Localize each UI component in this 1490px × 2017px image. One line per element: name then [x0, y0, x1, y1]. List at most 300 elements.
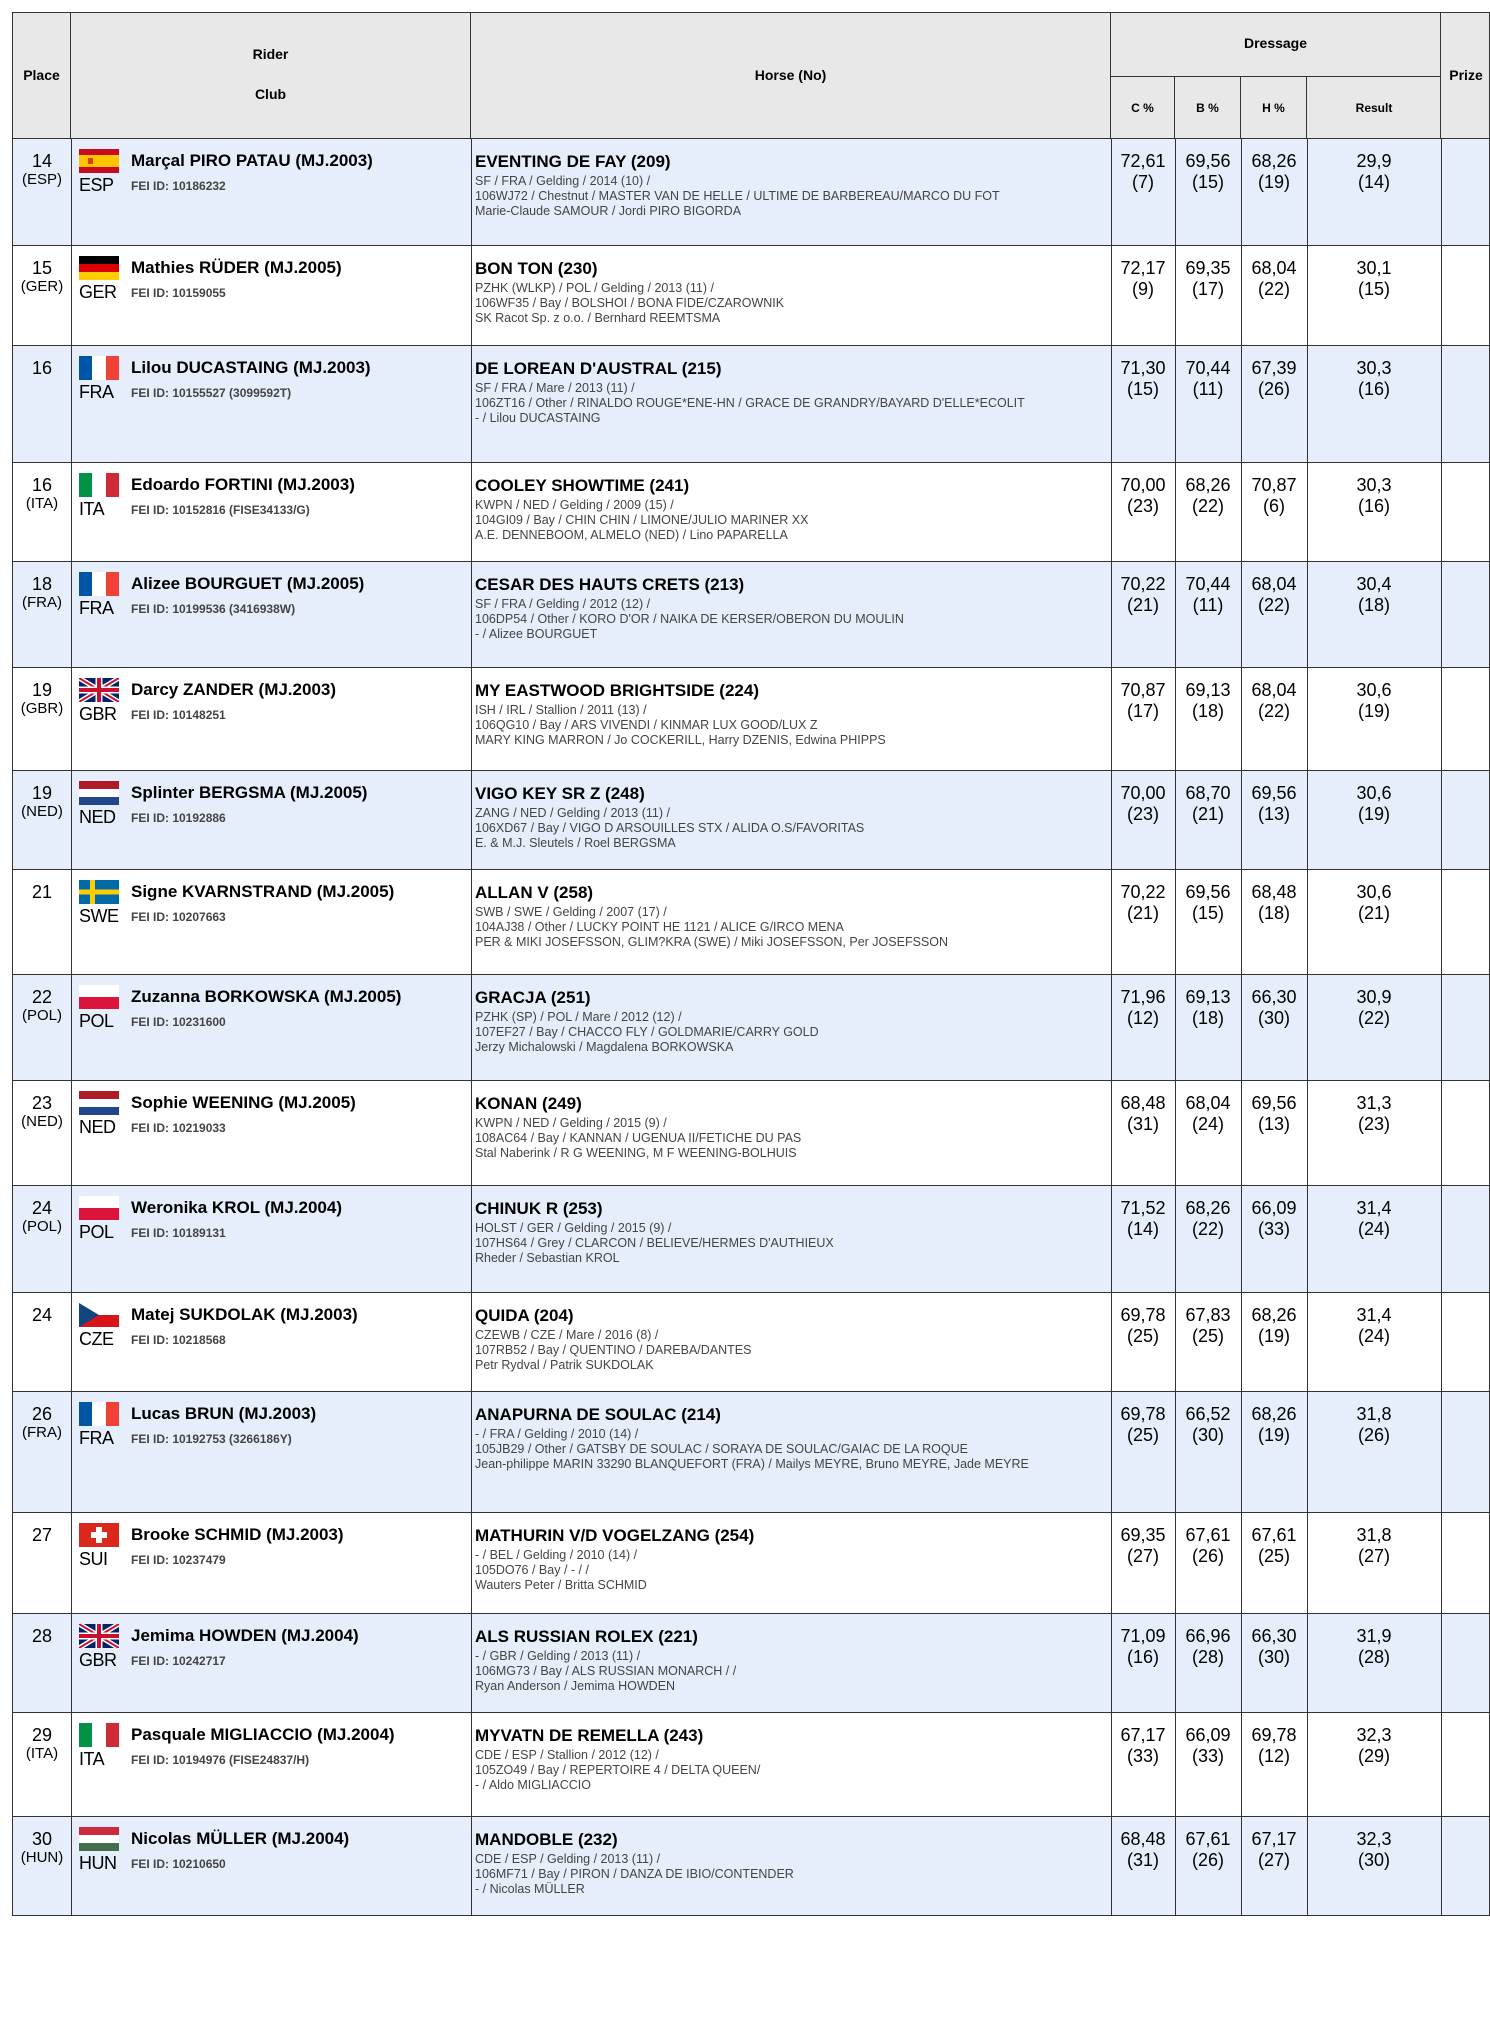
horse-cell — [475, 1305, 1085, 1373]
prize-cell — [1441, 771, 1490, 869]
horse-details — [475, 381, 1085, 426]
horse-cell — [475, 882, 1085, 950]
dressage-subheader — [1111, 76, 1440, 140]
table-row — [12, 1713, 1490, 1817]
horse-details — [475, 597, 1085, 642]
b-score-cell — [1175, 1725, 1241, 1767]
c-rank: (31) — [1126, 1850, 1159, 1870]
result-cell — [1307, 1725, 1441, 1767]
horse-detail-line: 106WF35 / Bay / BOLSHOI / BONA FIDE/CZAROWNIK — [475, 296, 785, 310]
fei-id: FEI ID: 10199536 (3416938W) — [131, 602, 296, 616]
result-cell — [1307, 783, 1441, 825]
column-divider — [71, 139, 72, 245]
horse-cell — [475, 1198, 1085, 1266]
c-score: 70,87 — [1120, 680, 1166, 700]
table-row — [12, 1392, 1490, 1513]
column-divider — [471, 1513, 472, 1613]
fei-id: FEI ID: 10155527 (3099592T) — [131, 386, 292, 400]
h-score-cell — [1241, 1626, 1307, 1668]
place-number: 24 — [31, 1305, 53, 1325]
result-rank: (24) — [1357, 1326, 1390, 1346]
result-rank: (21) — [1357, 903, 1390, 923]
c-score-cell — [1111, 1305, 1175, 1347]
b-score-cell — [1175, 1525, 1241, 1567]
result-score: 31,8 — [1356, 1404, 1392, 1424]
prize-cell — [1441, 975, 1490, 1080]
result-cell — [1307, 475, 1441, 517]
b-score: 67,61 — [1185, 1525, 1231, 1545]
fei-id: FEI ID: 10231600 — [131, 1015, 226, 1029]
nation-code: FRA — [79, 598, 114, 618]
h-rank: (27) — [1257, 1850, 1290, 1870]
fei-id: FEI ID: 10218568 — [131, 1333, 226, 1347]
prize-cell — [1441, 463, 1490, 561]
c-score-cell — [1111, 1626, 1175, 1668]
prize-cell — [1441, 346, 1490, 462]
result-rank: (29) — [1357, 1746, 1390, 1766]
horse-detail-line: MARY KING MARRON / Jo COCKERILL, Harry DZENIS, Edwina PHIPPS — [475, 733, 886, 747]
horse-detail-line: SF / FRA / Gelding / 2014 (10) / — [475, 174, 651, 188]
netherlands-flag-icon — [79, 1091, 119, 1115]
horse-details — [475, 1748, 1085, 1793]
column-divider — [471, 346, 472, 462]
horse-name: MYVATN DE REMELLA (243) — [475, 1726, 704, 1745]
h-score-cell — [1241, 574, 1307, 616]
c-score: 71,52 — [1120, 1198, 1166, 1218]
nation-code: SWE — [79, 906, 119, 926]
b-rank: (30) — [1191, 1425, 1224, 1445]
horse-detail-line: CDE / ESP / Stallion / 2012 (12) / — [475, 1748, 659, 1762]
b-percent-header: B % — [1175, 77, 1241, 140]
b-rank: (26) — [1191, 1546, 1224, 1566]
horse-detail-line: 107HS64 / Grey / CLARCON / BELIEVE/HERMES D'AUTHIEUX — [475, 1236, 834, 1250]
result-rank: (28) — [1357, 1647, 1390, 1667]
b-score: 68,04 — [1185, 1093, 1231, 1113]
place-cell — [13, 1198, 71, 1236]
c-score-cell — [1111, 882, 1175, 924]
h-rank: (30) — [1257, 1008, 1290, 1028]
b-rank: (18) — [1191, 1008, 1224, 1028]
b-score-cell — [1175, 258, 1241, 300]
france-flag-icon — [79, 572, 119, 596]
b-score: 69,56 — [1185, 882, 1231, 902]
horse-name: DE LOREAN D'AUSTRAL (215) — [475, 359, 722, 378]
column-divider — [71, 1081, 72, 1185]
horse-cell — [475, 358, 1085, 426]
h-score-cell — [1241, 1525, 1307, 1567]
c-score: 72,17 — [1120, 258, 1166, 278]
b-rank: (28) — [1191, 1647, 1224, 1667]
result-rank: (26) — [1357, 1425, 1390, 1445]
result-rank: (16) — [1357, 496, 1390, 516]
result-rank: (18) — [1357, 595, 1390, 615]
horse-details — [475, 174, 1085, 219]
table-row — [12, 139, 1490, 246]
column-divider — [71, 1614, 72, 1712]
horse-detail-line: - / GBR / Gelding / 2013 (11) / — [475, 1649, 641, 1663]
result-rank: (19) — [1357, 701, 1390, 721]
place-number: 22 — [31, 987, 53, 1007]
table-row — [12, 1293, 1490, 1392]
b-rank: (24) — [1191, 1114, 1224, 1134]
table-row — [12, 870, 1490, 975]
fei-id: FEI ID: 10242717 — [131, 1654, 226, 1668]
c-rank: (27) — [1126, 1546, 1159, 1566]
nation-code: CZE — [79, 1329, 114, 1349]
place-number: 14 — [31, 151, 53, 171]
b-score-cell — [1175, 1198, 1241, 1240]
horse-name: VIGO KEY SR Z (248) — [475, 784, 645, 803]
result-score: 30,3 — [1356, 358, 1392, 378]
france-flag-icon — [79, 356, 119, 380]
france-flag-icon — [79, 1402, 119, 1426]
horse-detail-line: 106MG73 / Bay / ALS RUSSIAN MONARCH / / — [475, 1664, 737, 1678]
h-score: 69,56 — [1251, 783, 1297, 803]
prize-cell — [1441, 246, 1490, 345]
place-cell — [13, 358, 71, 378]
horse-detail-line: 106QG10 / Bay / ARS VIVENDI / KINMAR LUX GOOD/LUX Z — [475, 718, 818, 732]
rider-name: Marçal PIRO PATAU (MJ.2003) — [131, 151, 373, 170]
rider-header: Rider — [252, 46, 289, 62]
b-score-cell — [1175, 882, 1241, 924]
horse-detail-line: 105DO76 / Bay / - / / — [475, 1563, 589, 1577]
h-score: 66,09 — [1251, 1198, 1297, 1218]
horse-details — [475, 1649, 1085, 1694]
c-rank: (25) — [1126, 1425, 1159, 1445]
c-score: 71,30 — [1120, 358, 1166, 378]
b-rank: (11) — [1192, 379, 1224, 399]
h-rank: (22) — [1257, 701, 1290, 721]
great-britain-flag-icon — [79, 1624, 119, 1648]
prize-cell — [1441, 1186, 1490, 1292]
h-rank: (13) — [1257, 804, 1290, 824]
horse-cell — [475, 258, 1085, 326]
result-cell — [1307, 1829, 1441, 1871]
place-nation: (NED) — [21, 803, 63, 820]
h-score: 68,48 — [1251, 882, 1297, 902]
horse-detail-line: Wauters Peter / Britta SCHMID — [475, 1578, 647, 1592]
horse-detail-line: SK Racot Sp. z o.o. / Bernhard REEMTSMA — [475, 311, 721, 325]
h-rank: (30) — [1257, 1647, 1290, 1667]
prize-cell — [1441, 1513, 1490, 1613]
c-score: 72,61 — [1120, 151, 1166, 171]
result-score: 31,3 — [1356, 1093, 1392, 1113]
horse-detail-line: - / Nicolas MÜLLER — [475, 1882, 585, 1896]
horse-detail-line: KWPN / NED / Gelding / 2009 (15) / — [475, 498, 674, 512]
place-number: 19 — [31, 680, 53, 700]
result-cell — [1307, 1525, 1441, 1567]
column-divider — [71, 1817, 72, 1915]
b-score: 70,44 — [1185, 358, 1231, 378]
b-score-cell — [1175, 1626, 1241, 1668]
b-rank: (22) — [1191, 496, 1224, 516]
b-score-cell — [1175, 1829, 1241, 1871]
c-score: 68,48 — [1120, 1829, 1166, 1849]
result-cell — [1307, 882, 1441, 924]
column-divider — [471, 1713, 472, 1816]
place-cell — [13, 1626, 71, 1646]
table-row — [12, 1614, 1490, 1713]
h-score-cell — [1241, 783, 1307, 825]
horse-detail-line: E. & M.J. Sleutels / Roel BERGSMA — [475, 836, 676, 850]
horse-cell — [475, 151, 1085, 219]
b-score: 69,56 — [1185, 151, 1231, 171]
place-cell — [13, 783, 71, 821]
horse-cell — [475, 1525, 1085, 1593]
column-divider — [471, 870, 472, 974]
rider-name: Pasquale MIGLIACCIO (MJ.2004) — [131, 1725, 395, 1744]
result-rank: (22) — [1357, 1008, 1390, 1028]
b-score: 66,96 — [1185, 1626, 1231, 1646]
place-number: 24 — [31, 1198, 53, 1218]
h-score: 67,39 — [1251, 358, 1297, 378]
horse-detail-line: CZEWB / CZE / Mare / 2016 (8) / — [475, 1328, 659, 1342]
result-score: 31,4 — [1356, 1305, 1392, 1325]
column-divider — [471, 975, 472, 1080]
result-cell — [1307, 1404, 1441, 1446]
horse-detail-line: Rheder / Sebastian KROL — [475, 1251, 620, 1265]
club-header: Club — [254, 86, 287, 102]
horse-name: COOLEY SHOWTIME (241) — [475, 476, 690, 495]
horse-details — [475, 1010, 1085, 1055]
horse-detail-line: SF / FRA / Mare / 2013 (11) / — [475, 381, 635, 395]
horse-cell — [475, 987, 1085, 1055]
nation-code: FRA — [79, 1428, 114, 1448]
place-nation: (NED) — [21, 1113, 63, 1130]
horse-name: BON TON (230) — [475, 259, 598, 278]
c-score-cell — [1111, 574, 1175, 616]
h-rank: (13) — [1257, 1114, 1290, 1134]
place-nation: (ITA) — [25, 1745, 59, 1762]
place-cell — [13, 882, 71, 902]
h-rank: (19) — [1257, 1425, 1290, 1445]
column-divider — [71, 463, 72, 561]
b-rank: (33) — [1191, 1746, 1224, 1766]
prize-cell — [1441, 1392, 1490, 1512]
rider-name: Matej SUKDOLAK (MJ.2003) — [131, 1305, 358, 1324]
prize-cell — [1441, 870, 1490, 974]
c-rank: (23) — [1126, 804, 1159, 824]
column-divider — [71, 1392, 72, 1512]
c-score: 70,22 — [1120, 574, 1166, 594]
horse-detail-line: Petr Rydval / Patrik SUKDOLAK — [475, 1358, 654, 1372]
horse-cell — [475, 1829, 1085, 1897]
horse-cell — [475, 574, 1085, 642]
horse-header: Horse (No) — [754, 67, 827, 83]
h-score-cell — [1241, 1725, 1307, 1767]
result-score: 30,6 — [1356, 882, 1392, 902]
column-divider — [471, 1614, 472, 1712]
b-score: 68,26 — [1185, 475, 1231, 495]
column-divider — [71, 346, 72, 462]
rider-name: Darcy ZANDER (MJ.2003) — [131, 680, 337, 699]
table-row — [12, 246, 1490, 346]
h-rank: (26) — [1257, 379, 1290, 399]
b-rank: (15) — [1191, 903, 1224, 923]
result-score: 30,1 — [1356, 258, 1392, 278]
b-score-cell — [1175, 1305, 1241, 1347]
column-divider — [471, 1817, 472, 1915]
h-score: 68,04 — [1251, 574, 1297, 594]
rider-name: Signe KVARNSTRAND (MJ.2005) — [131, 882, 395, 901]
result-score: 30,4 — [1356, 574, 1392, 594]
horse-detail-line: 106WJ72 / Chestnut / MASTER VAN DE HELLE / ULTIME DE BARBEREAU/MARCO DU FOT — [475, 189, 1000, 203]
prize-cell — [1441, 139, 1490, 245]
c-score: 68,48 — [1120, 1093, 1166, 1113]
italy-flag-icon — [79, 473, 119, 497]
rider-name: Weronika KROL (MJ.2004) — [131, 1198, 342, 1217]
c-score-cell — [1111, 1525, 1175, 1567]
b-rank: (15) — [1191, 172, 1224, 192]
result-cell — [1307, 1626, 1441, 1668]
poland-flag-icon — [79, 1196, 119, 1220]
b-score: 67,61 — [1185, 1829, 1231, 1849]
h-rank: (33) — [1257, 1219, 1290, 1239]
nation-code: GBR — [79, 1650, 117, 1670]
c-score: 70,22 — [1120, 882, 1166, 902]
result-rank: (27) — [1357, 1546, 1390, 1566]
table-row — [12, 562, 1490, 668]
result-cell — [1307, 1305, 1441, 1347]
b-score: 66,09 — [1185, 1725, 1231, 1745]
place-nation: (GBR) — [20, 700, 64, 717]
place-number: 15 — [31, 258, 53, 278]
c-score: 69,78 — [1120, 1305, 1166, 1325]
spain-flag-icon — [79, 149, 119, 173]
nation-code: ITA — [79, 1749, 105, 1769]
column-divider — [71, 1713, 72, 1816]
c-score-cell — [1111, 1093, 1175, 1135]
horse-detail-line: A.E. DENNEBOOM, ALMELO (NED) / Lino PAPARELLA — [475, 528, 788, 542]
switzerland-flag-icon — [79, 1523, 119, 1547]
italy-flag-icon — [79, 1723, 119, 1747]
fei-id: FEI ID: 10219033 — [131, 1121, 226, 1135]
h-rank: (25) — [1257, 1546, 1290, 1566]
poland-flag-icon — [79, 985, 119, 1009]
horse-name: ALLAN V (258) — [475, 883, 594, 902]
rider-name: Edoardo FORTINI (MJ.2003) — [131, 475, 355, 494]
place-number: 30 — [31, 1829, 53, 1849]
column-divider — [71, 1513, 72, 1613]
column-divider — [471, 1081, 472, 1185]
horse-details — [475, 1221, 1085, 1266]
b-score-cell — [1175, 680, 1241, 722]
place-number: 21 — [31, 882, 53, 902]
horse-detail-line: CDE / ESP / Gelding / 2013 (11) / — [475, 1852, 661, 1866]
c-score: 69,35 — [1120, 1525, 1166, 1545]
h-score: 66,30 — [1251, 987, 1297, 1007]
hungary-flag-icon — [79, 1827, 119, 1851]
result-score: 31,4 — [1356, 1198, 1392, 1218]
fei-id: FEI ID: 10194976 (FISE24837/H) — [131, 1753, 310, 1767]
nation-code: GBR — [79, 704, 117, 724]
b-score-cell — [1175, 1093, 1241, 1135]
rider-name: Splinter BERGSMA (MJ.2005) — [131, 783, 368, 802]
place-cell — [13, 987, 71, 1025]
h-rank: (22) — [1257, 279, 1290, 299]
horse-detail-line: PZHK (WLKP) / POL / Gelding / 2013 (11) / — [475, 281, 714, 295]
horse-detail-line: KWPN / NED / Gelding / 2015 (9) / — [475, 1116, 667, 1130]
fei-id: FEI ID: 10152816 (FISE34133/G) — [131, 503, 310, 517]
c-rank: (14) — [1126, 1219, 1159, 1239]
horse-name: MY EASTWOOD BRIGHTSIDE (224) — [475, 681, 759, 700]
horse-cell — [475, 680, 1085, 748]
c-rank: (31) — [1126, 1114, 1159, 1134]
h-score-cell — [1241, 1305, 1307, 1347]
column-divider — [71, 771, 72, 869]
result-cell — [1307, 1198, 1441, 1240]
c-score: 70,00 — [1120, 783, 1166, 803]
h-rank: (18) — [1257, 903, 1290, 923]
rider-name: Zuzanna BORKOWSKA (MJ.2005) — [131, 987, 402, 1006]
h-rank: (19) — [1257, 172, 1290, 192]
table-row — [12, 1513, 1490, 1614]
horse-detail-line: 106ZT16 / Other / RINALDO ROUGE*ENE-HN / GRACE DE GRANDRY/BAYARD D'ELLE*ECOLIT — [475, 396, 1025, 410]
rider-name: Alizee BOURGUET (MJ.2005) — [131, 574, 365, 593]
sweden-flag-icon — [79, 880, 119, 904]
horse-details — [475, 1116, 1085, 1161]
horse-detail-line: - / BEL / Gelding / 2010 (14) / — [475, 1548, 638, 1562]
b-score-cell — [1175, 151, 1241, 193]
horse-details — [475, 703, 1085, 748]
c-score: 71,09 — [1120, 1626, 1166, 1646]
rider-name: Mathies RÜDER (MJ.2005) — [131, 258, 342, 277]
place-cell — [13, 1525, 71, 1545]
horse-detail-line: PER & MIKI JOSEFSSON, GLIM?KRA (SWE) / Miki JOSEFSSON, Per JOSEFSSON — [475, 935, 948, 949]
place-number: 27 — [31, 1525, 53, 1545]
column-divider — [71, 562, 72, 667]
nation-code: NED — [79, 807, 116, 827]
fei-id: FEI ID: 10207663 — [131, 910, 226, 924]
result-rank: (24) — [1357, 1219, 1390, 1239]
horse-detail-line: 105ZO49 / Bay / REPERTOIRE 4 / DELTA QUEEN/ — [475, 1763, 761, 1777]
fei-id: FEI ID: 10159055 — [131, 286, 226, 300]
result-rank: (19) — [1357, 804, 1390, 824]
place-number: 26 — [31, 1404, 53, 1424]
horse-detail-line: 104AJ38 / Other / LUCKY POINT HE 1121 / ALICE G/IRCO MENA — [475, 920, 844, 934]
horse-name: QUIDA (204) — [475, 1306, 574, 1325]
table-row — [12, 1817, 1490, 1916]
nation-code: NED — [79, 1117, 116, 1137]
horse-detail-line: Stal Naberink / R G WEENING, M F WEENING-BOLHUIS — [475, 1146, 797, 1160]
c-score-cell — [1111, 987, 1175, 1029]
horse-detail-line: - / Alizee BOURGUET — [475, 627, 598, 641]
nation-code: HUN — [79, 1853, 117, 1873]
table-row — [12, 975, 1490, 1081]
c-rank: (7) — [1132, 172, 1154, 192]
h-score: 67,61 — [1251, 1525, 1297, 1545]
place-number: 19 — [31, 783, 53, 803]
b-rank: (22) — [1191, 1219, 1224, 1239]
result-score: 30,6 — [1356, 680, 1392, 700]
dressage-header: Dressage — [1243, 35, 1308, 51]
horse-detail-line: SWB / SWE / Gelding / 2007 (17) / — [475, 905, 667, 919]
horse-name: MATHURIN V/D VOGELZANG (254) — [475, 1526, 755, 1545]
rider-name: Jemima HOWDEN (MJ.2004) — [131, 1626, 359, 1645]
b-score: 66,52 — [1185, 1404, 1231, 1424]
c-rank: (15) — [1126, 379, 1159, 399]
horse-detail-line: 107EF27 / Bay / CHACCO FLY / GOLDMARIE/CARRY GOLD — [475, 1025, 819, 1039]
place-cell — [13, 1404, 71, 1442]
horse-name: MANDOBLE (232) — [475, 1830, 618, 1849]
h-score: 68,04 — [1251, 258, 1297, 278]
result-score: 32,3 — [1356, 1829, 1392, 1849]
h-score-cell — [1241, 680, 1307, 722]
column-divider — [471, 1293, 472, 1391]
prize-cell — [1441, 1713, 1490, 1816]
nation-code: ITA — [79, 499, 105, 519]
horse-detail-line: - / FRA / Gelding / 2010 (14) / — [475, 1427, 639, 1441]
